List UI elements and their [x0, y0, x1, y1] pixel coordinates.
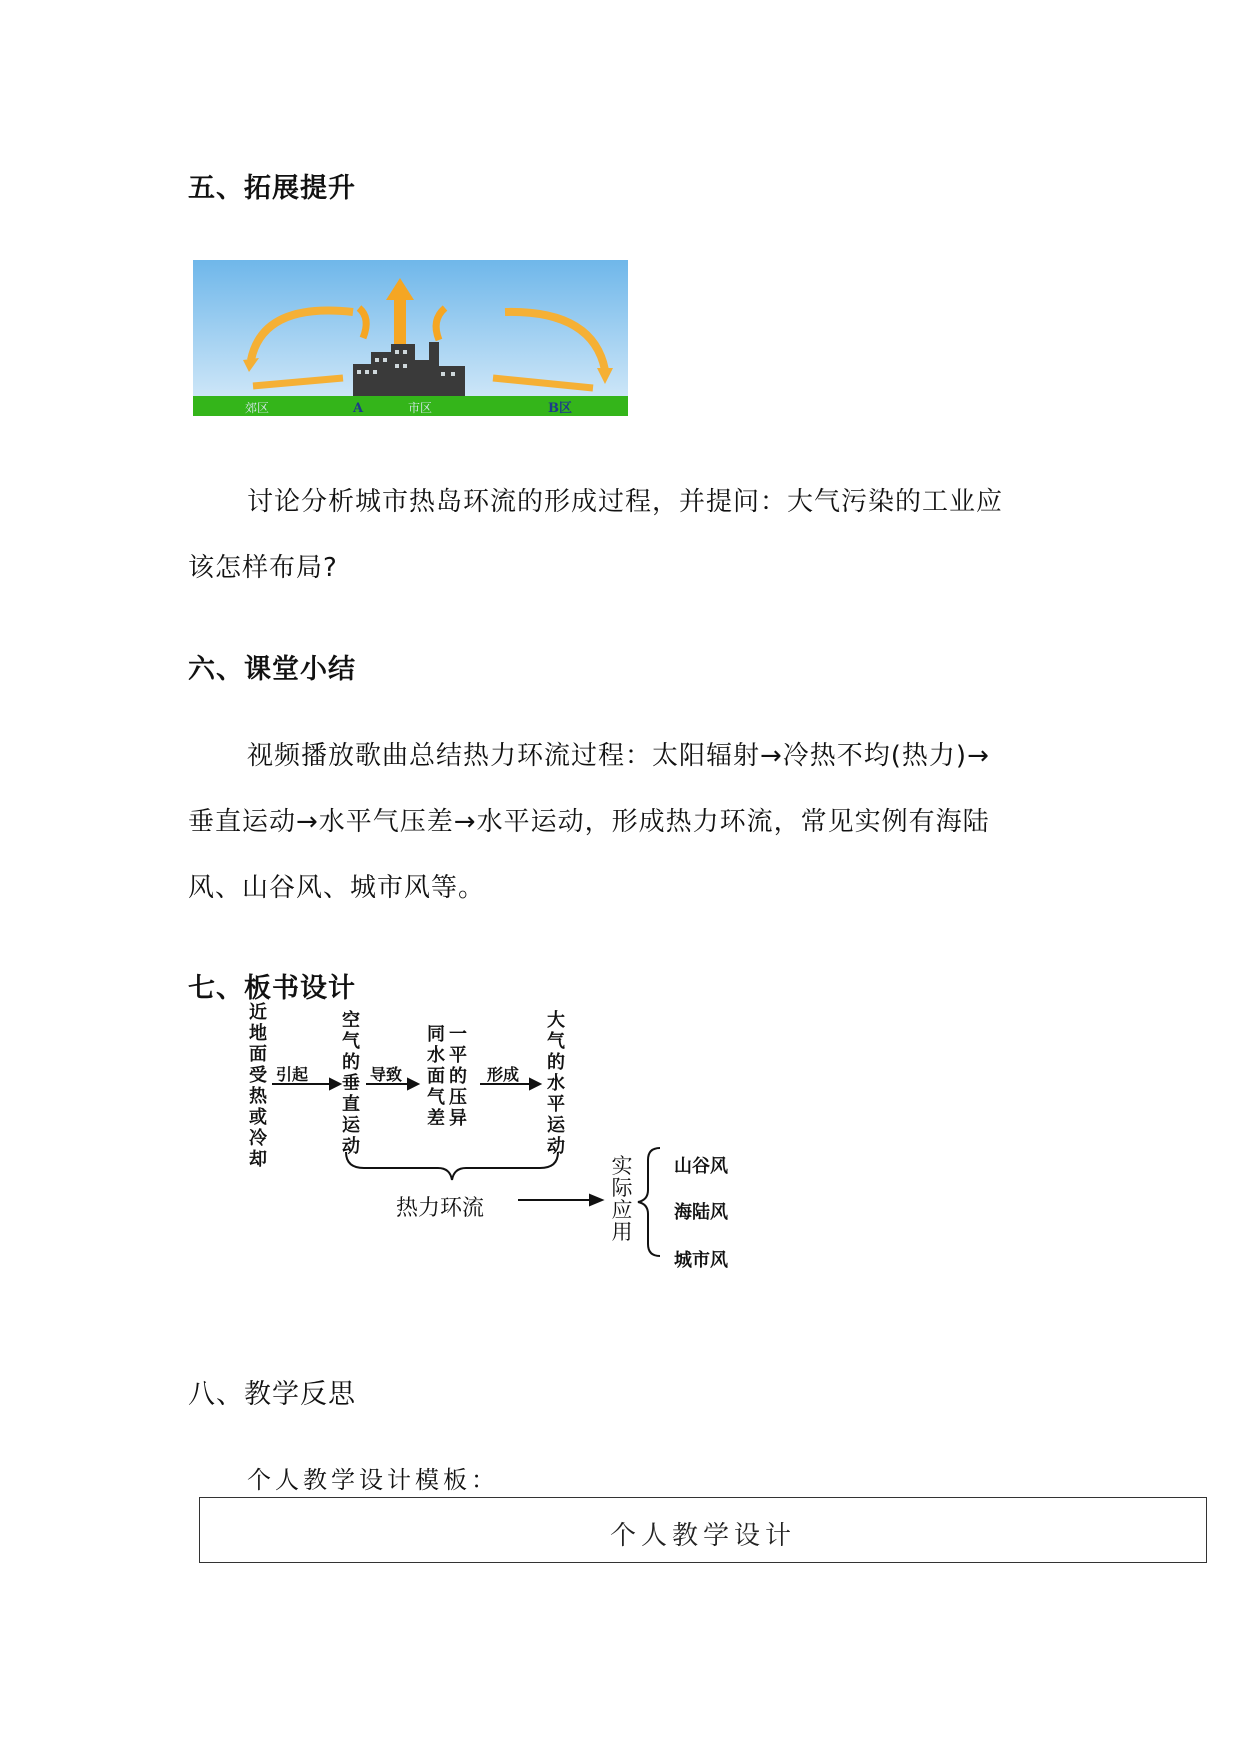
board-example-sea-land-breeze: 海陆风 [674, 1202, 728, 1223]
table-title-cell: 个人教学设计 [609, 1521, 796, 1551]
section-6-text-line-3: 风、山谷风、城市风等。 [188, 873, 486, 903]
section-5-title: 五、拓展提升 [188, 173, 356, 204]
summary-brace [346, 1152, 558, 1180]
label-b: B区 [548, 401, 572, 416]
section-6-title: 六、课堂小结 [188, 654, 356, 685]
application-brace [638, 1148, 660, 1256]
section-8-title: 八、教学反思 [188, 1379, 356, 1410]
city-heat-island-image [193, 260, 628, 423]
design-template-table [199, 1497, 1207, 1563]
board-arrow-label-form: 形成 [487, 1065, 520, 1084]
section-7-title: 七、板书设计 [188, 973, 356, 1004]
board-node-surface-heating: 近地面受热或冷却 [249, 1002, 267, 1170]
section-6-text-line-2: 垂直运动→水平气压差→水平运动，形成热力环流，常见实例有海陆 [188, 807, 990, 837]
board-node-pressure-diff-col1: 同水面气差 [427, 1024, 445, 1129]
board-application-label: 实际应用 [611, 1154, 633, 1244]
label-city: 市区 [408, 401, 433, 415]
board-arrow-label-cause: 引起 [276, 1065, 309, 1084]
section-5-text-line-1: 讨论分析城市热岛环流的形成过程，并提问：大气污染的工业应 [247, 487, 1004, 517]
board-example-valley-wind: 山谷风 [674, 1156, 728, 1177]
label-suburb: 郊区 [245, 401, 270, 415]
board-example-city-wind: 城市风 [674, 1250, 728, 1271]
rising-air-arrow [394, 298, 406, 344]
board-arrow-label-lead: 导致 [370, 1065, 403, 1084]
section-5-text-line-2: 该怎样布局? [188, 553, 338, 583]
label-a: A [353, 401, 364, 416]
board-node-horizontal-motion: 大气的水平运动 [547, 1010, 565, 1157]
template-label: 个人教学设计模板： [247, 1466, 499, 1494]
board-summary-label: 热力环流 [396, 1196, 485, 1221]
section-6-text-line-1: 视频播放歌曲总结热力环流过程：太阳辐射→冷热不均(热力)→ [247, 741, 990, 771]
board-diagram-lines [240, 1000, 780, 1270]
board-node-pressure-diff-col2: 一平的压异 [449, 1024, 467, 1129]
board-node-vertical-motion: 空气的垂直运动 [342, 1010, 360, 1157]
